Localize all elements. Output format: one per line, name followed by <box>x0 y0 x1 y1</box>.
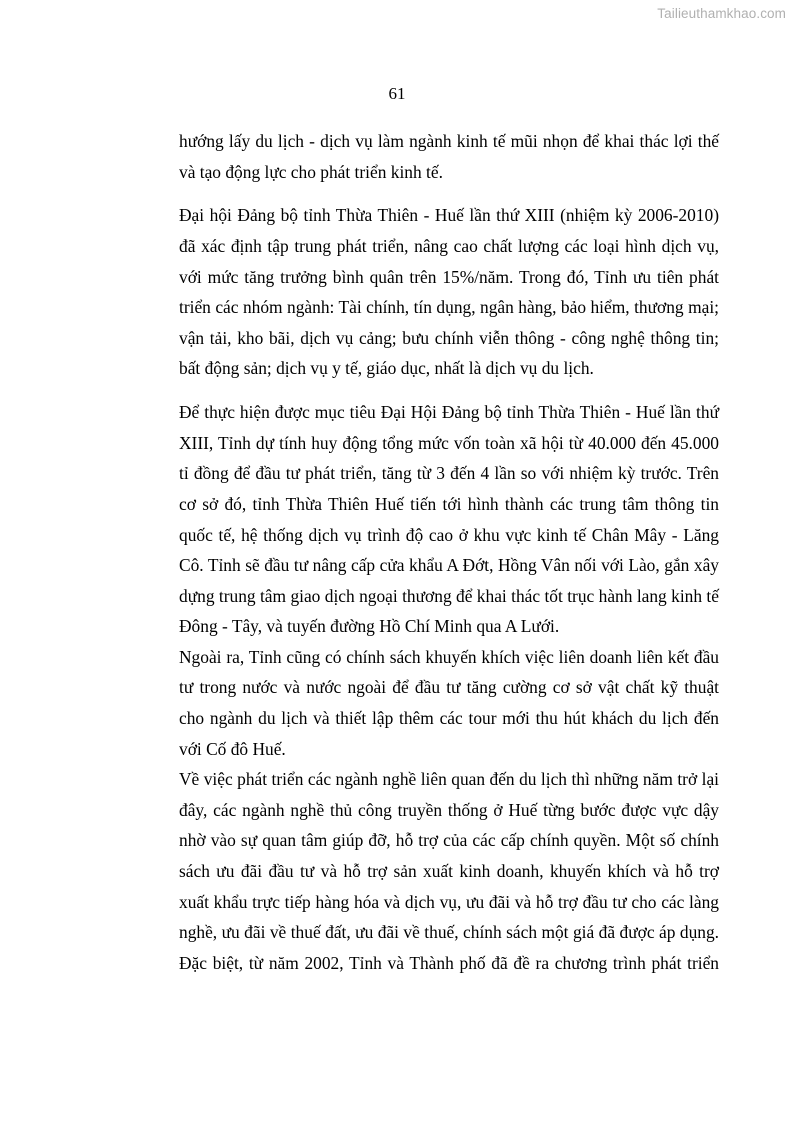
text-line: triển các nhóm ngành: Tài chính, tín dụng, ngân hàng, bảo hiểm, thương mại; <box>179 297 719 318</box>
text-line: xuất khẩu trực tiếp hàng hóa và dịch vụ, ưu đãi và hỗ trợ đầu tư cho các làng <box>179 891 719 912</box>
paragraph-1 <box>179 126 719 187</box>
page-number: 61 <box>388 84 406 103</box>
text-line: với mức tăng trưởng bình quân trên 15%/năm. Trong đó, Tỉnh ưu tiên phát <box>179 266 719 287</box>
text-line: nghề, ưu đãi về thuế đất, ưu đãi về thuế, chính sách một giá đã được áp dụng. <box>179 922 719 943</box>
text-line: cơ sở đó, tỉnh Thừa Thiên Huế tiến tới hình thành các trung tâm thông tin <box>179 493 719 514</box>
text-line: Đặc biệt, từ năm 2002, Tỉnh và Thành phố đã đề ra chương trình phát triển <box>179 952 719 973</box>
paragraph-spacer <box>179 187 719 200</box>
text-line: đây, các ngành nghề thủ công truyền thống ở Huế từng bước được vực dậy <box>179 799 719 820</box>
text-line: bất động sản; dịch vụ y tế, giáo dục, nhất là dịch vụ du lịch. <box>179 358 594 379</box>
text-line: và tạo động lực cho phát triển kinh tế. <box>179 161 443 182</box>
body-text <box>179 126 719 978</box>
paragraph-4 <box>179 642 719 764</box>
text-line: nhờ vào sự quan tâm giúp đỡ, hỗ trợ của các cấp chính quyền. Một số chính <box>179 830 719 851</box>
text-line: Đông - Tây, và tuyến đường Hồ Chí Minh qua A Lưới. <box>179 616 560 637</box>
text-line: với Cố đô Huế. <box>179 738 286 759</box>
text-line: hướng lấy du lịch - dịch vụ làm ngành kinh tế mũi nhọn để khai thác lợi thế <box>179 131 719 151</box>
text-line: Đại hội Đảng bộ tỉnh Thừa Thiên - Huế lần thứ XIII (nhiệm kỳ 2006-2010) <box>179 205 719 226</box>
text-line: Cô. Tỉnh sẽ đầu tư nâng cấp cửa khẩu A Đớt, Hồng Vân nối với Lào, gắn xây <box>179 555 719 576</box>
text-line: Ngoài ra, Tỉnh cũng có chính sách khuyến khích việc liên doanh liên kết đầu <box>179 646 719 667</box>
text-line: Để thực hiện được mục tiêu Đại Hội Đảng bộ tỉnh Thừa Thiên - Huế lần thứ <box>179 402 719 423</box>
watermark: Tailieuthamkhao.com <box>657 6 786 21</box>
text-line: tỉ đồng để đầu tư phát triển, tăng từ 3 đến 4 lần so với nhiệm kỳ trước. Trên <box>179 463 719 484</box>
text-line: quốc tế, hệ thống dịch vụ trình độ cao ở khu vực kinh tế Chân Mây - Lăng <box>179 524 719 545</box>
text-line: cho ngành du lịch và thiết lập thêm các tour mới thu hút khách du lịch đến <box>179 708 719 729</box>
paragraph-2 <box>179 200 719 384</box>
text-line: tư trong nước và nước ngoài để đầu tư tăng cường cơ sở vật chất kỹ thuật <box>179 677 719 698</box>
text-line: đã xác định tập trung phát triển, nâng cao chất lượng các loại hình dịch vụ, <box>179 235 719 256</box>
paragraph-3 <box>179 397 719 642</box>
text-line: XIII, Tỉnh dự tính huy động tổng mức vốn toàn xã hội từ 40.000 đến 45.000 <box>179 432 719 453</box>
text-line: Về việc phát triển các ngành nghề liên quan đến du lịch thì những năm trở lại <box>179 769 719 790</box>
text-line: dựng trung tâm giao dịch ngoại thương để khai thác tốt trục hành lang kinh tế <box>179 585 719 606</box>
paragraph-5 <box>179 764 719 978</box>
text-line: sách ưu đãi đầu tư và hỗ trợ sản xuất kinh doanh, khuyến khích và hỗ trợ <box>179 861 719 882</box>
text-line: vận tải, kho bãi, dịch vụ cảng; bưu chính viễn thông - công nghệ thông tin; <box>179 327 719 348</box>
paragraph-spacer <box>179 384 719 397</box>
